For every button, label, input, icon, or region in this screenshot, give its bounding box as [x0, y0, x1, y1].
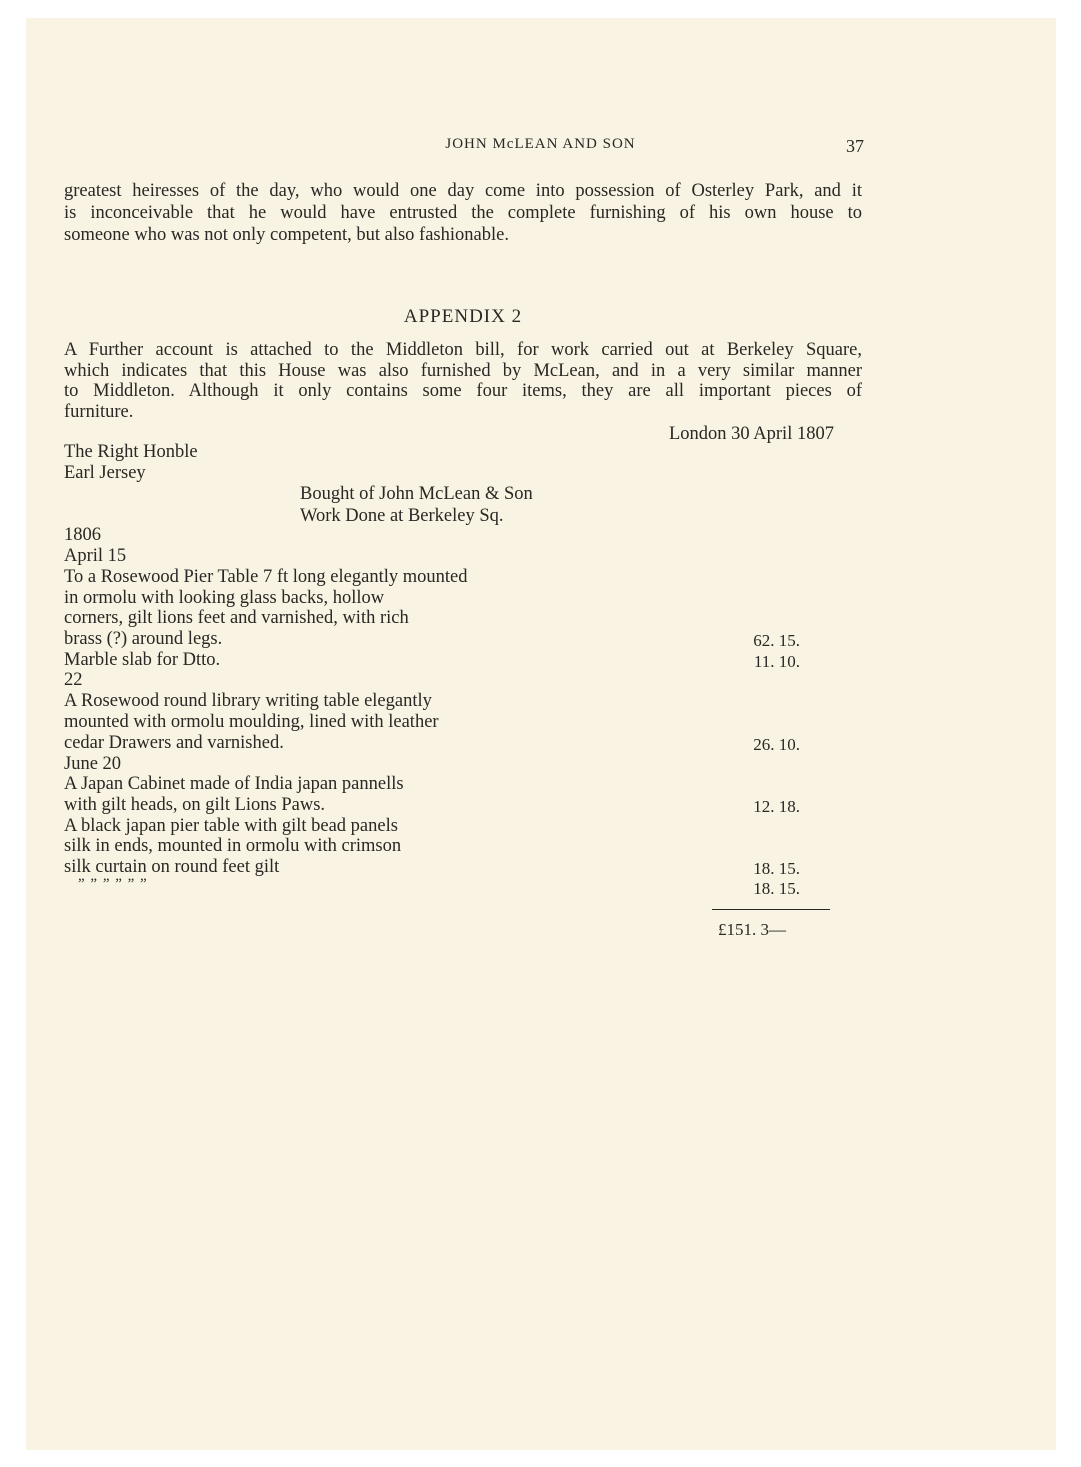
amount: 11. 10.	[753, 652, 800, 671]
entry-line: silk in ends, mounted in ormolu with crimson	[64, 836, 402, 856]
bill-addressee-1: The Right Honble	[64, 442, 198, 462]
bill-total: £151. 3—	[718, 920, 786, 939]
amount: 26. 10.	[753, 735, 800, 754]
entry-line: brass (?) around legs.	[64, 629, 223, 649]
entry-date: 22	[64, 670, 83, 690]
running-title: JOHN McLEAN AND SON	[445, 136, 636, 152]
entry-line: To a Rosewood Pier Table 7 ft long elegantly mounted	[64, 567, 468, 587]
bill-bought-of: Bought of John McLean & Son	[300, 484, 533, 504]
entry-date: June 20	[64, 754, 122, 774]
entry-line: mounted with ormolu moulding, lined with leather	[64, 712, 439, 732]
entry-line: A Rosewood round library writing table elegantly	[64, 691, 432, 711]
bill-year: 1806	[64, 525, 101, 545]
amount: 18. 15.	[753, 879, 800, 898]
ditto-marks: ” ” ” ” ” ”	[78, 876, 148, 892]
entry-line: Marble slab for Dtto.	[64, 650, 221, 670]
entry-line: silk curtain on round feet gilt	[64, 857, 280, 877]
entry-line: A Japan Cabinet made of India japan pannells	[64, 774, 404, 794]
appendix-line-1: A Further account is attached to the Middleton bill, for work carried out at Berkeley Square,	[64, 340, 862, 360]
appendix-line-3: to Middleton. Although it only contains some four items, they are all important pieces of	[64, 381, 862, 401]
entry-line: in ormolu with looking glass backs, hollow	[64, 588, 385, 608]
entry-line: cedar Drawers and varnished.	[64, 733, 284, 753]
appendix-heading: APPENDIX 2	[403, 306, 523, 327]
page-number: 37	[846, 136, 864, 156]
total-rule	[712, 909, 830, 910]
intro-line-2: is inconceivable that he would have entrusted the complete furnishing of his own house to	[64, 203, 862, 223]
bill-place-date: London 30 April 1807	[669, 424, 834, 444]
amount: 12. 18.	[753, 797, 800, 816]
bill-work-done: Work Done at Berkeley Sq.	[300, 506, 504, 526]
intro-line-1: greatest heiresses of the day, who would one day come into possession of Osterley Park, and it	[64, 181, 862, 201]
appendix-line-4: furniture.	[64, 402, 134, 422]
intro-line-3: someone who was not only competent, but also fashionable.	[64, 225, 509, 245]
amount: 62. 15.	[753, 631, 800, 650]
entry-line: corners, gilt lions feet and varnished, with rich	[64, 608, 409, 628]
amount: 18. 15.	[753, 859, 800, 878]
appendix-line-2: which indicates that this House was also furnished by McLean, and in a very similar manner	[64, 361, 862, 381]
entry-line: A black japan pier table with gilt bead panels	[64, 816, 398, 836]
bill-addressee-2: Earl Jersey	[64, 463, 146, 483]
entry-date: April 15	[64, 546, 127, 566]
entry-line: with gilt heads, on gilt Lions Paws.	[64, 795, 326, 815]
